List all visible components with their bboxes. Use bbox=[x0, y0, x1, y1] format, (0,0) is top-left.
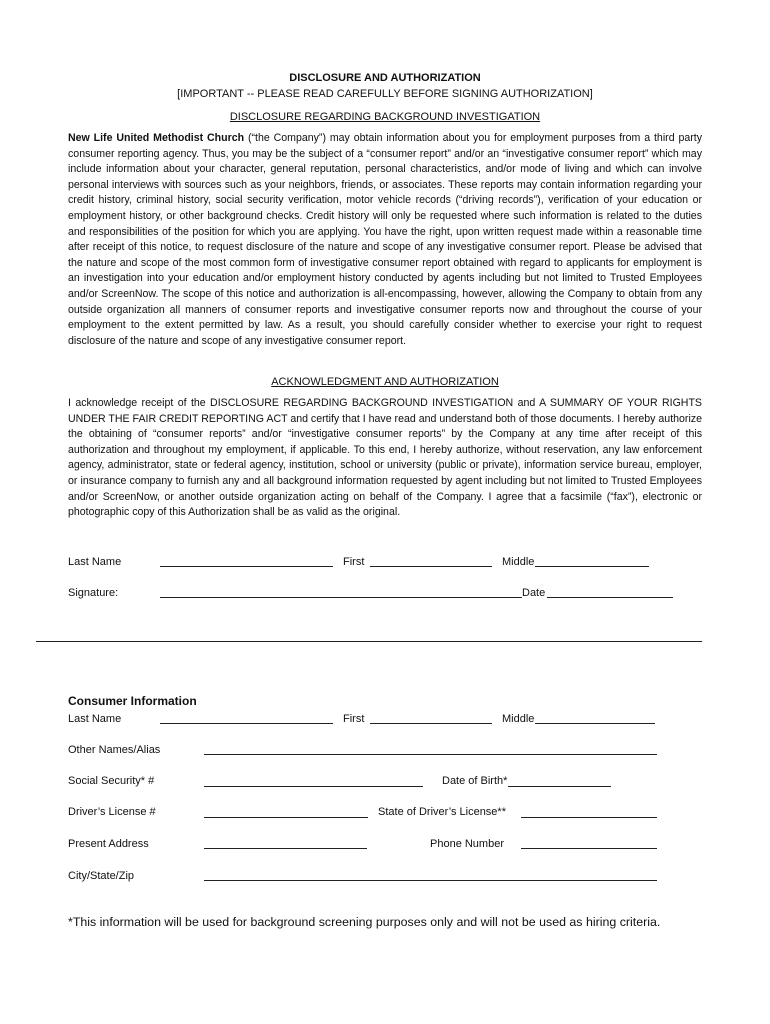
ci-last-name-field[interactable] bbox=[160, 723, 333, 724]
first-name-field[interactable] bbox=[370, 566, 492, 567]
signature-field[interactable] bbox=[160, 597, 522, 598]
ci-first-name-label: First bbox=[343, 713, 365, 725]
acknowledgment-heading: ACKNOWLEDGMENT AND AUTHORIZATION bbox=[271, 376, 499, 388]
middle-name-label: Middle bbox=[502, 556, 535, 568]
middle-name-field[interactable] bbox=[535, 566, 649, 567]
section-divider bbox=[36, 641, 702, 642]
date-label: Date bbox=[522, 587, 546, 599]
ci-middle-name-label: Middle bbox=[502, 713, 535, 725]
dob-label: Date of Birth* bbox=[442, 775, 508, 787]
present-address-label: Present Address bbox=[68, 838, 149, 850]
drivers-license-field[interactable] bbox=[204, 817, 368, 818]
acknowledgment-paragraph: I acknowledge receipt of the DISCLOSURE REGARDING BACKGROUND INVESTIGATION and A SUMMARY OF YOUR RIGHTS UNDER THE FAIR CREDIT REPORTING ACT and certify that I have read and understand both of those documents. I hereby authorize the obtaining of “consumer reports” and/or “investigative consumer reports” by the Company at any time after receipt of this authorization and throughout my employment, if applicable. To this end, I hereby authorize, without reservation, any law enforcement agency, administrator, state or federal agency, institution, school or university (public or private), information service bureau, employer, or insurance company to furnish any and all background information requested by agent including but not limited to Trusted Employees and/or ScreenNow, or another outside organization acting on behalf of the Company. I agree that a facsimile (“fax”), electronic or photographic copy of this Authorization shall be as valid as the original. bbox=[68, 397, 702, 519]
phone-number-label: Phone Number bbox=[430, 838, 504, 850]
consumer-info-title: Consumer Information bbox=[68, 694, 197, 708]
city-state-zip-field[interactable] bbox=[204, 880, 657, 881]
document-subtitle: [IMPORTANT -- PLEASE READ CAREFULLY BEFORE SIGNING AUTHORIZATION] bbox=[177, 88, 593, 100]
disclosure-paragraph bbox=[68, 131, 702, 349]
ci-last-name-label: Last Name bbox=[68, 713, 122, 725]
dob-field[interactable] bbox=[508, 786, 611, 787]
disclosure-heading: DISCLOSURE REGARDING BACKGROUND INVESTIGATION bbox=[229, 111, 541, 123]
date-field[interactable] bbox=[547, 597, 673, 598]
phone-number-field[interactable] bbox=[521, 848, 657, 849]
footnote: *This information will be used for background screening purposes only and will not be used as hiring criteria. bbox=[68, 915, 661, 929]
last-name-field[interactable] bbox=[160, 566, 333, 567]
signature-label: Signature: bbox=[68, 587, 119, 599]
license-state-field[interactable] bbox=[521, 817, 657, 818]
company-name: New Life United Methodist Church bbox=[68, 132, 245, 144]
other-names-label: Other Names/Alias bbox=[68, 744, 161, 756]
ssn-field[interactable] bbox=[204, 786, 423, 787]
ci-middle-name-field[interactable] bbox=[535, 723, 655, 724]
other-names-field[interactable] bbox=[204, 754, 657, 755]
ssn-label: Social Security* # bbox=[68, 775, 155, 787]
document-title: DISCLOSURE AND AUTHORIZATION bbox=[289, 72, 481, 84]
disclosure-text: (“the Company”) may obtain information about you for employment purposes from a third party consumer reporting agency. Thus, you may be the subject of a “consumer report” and/or an “investigative consumer report” which may include information about your character, general reputation, personal characteristics, and/or mode of living and which can involve personal interviews with sources such as your neighbors, friends, or associates. These reports may contain information regarding your credit history, criminal history, social security verification, motor vehicle records (“driving records”), verification of your education or employment history, or other background checks. Credit history will only be requested where such information is related to the duties and responsibilities of the position for which you are applying. You have the right, upon written request made within a reasonable time after receipt of this notice, to request disclosure of the nature and scope of any investigative consumer report. Please be advised that the nature and scope of the most common form of investigative consumer report obtained with regard to applicants for employment is an investigation into your education and/or employment history conducted by agents including but not limited to Trusted Employees and/or ScreenNow. The scope of this notice and authorization is all-encompassing, however, allowing the Company to obtain from any outside organization all manners of consumer reports and investigative consumer reports now and throughout the course of your employment to the extent permitted by law. As a result, you should carefully consider whether to exercise your right to request disclosure of the nature and scope of any investigative consumer report. bbox=[68, 132, 702, 347]
first-name-label: First bbox=[343, 556, 365, 568]
license-state-label: State of Driver’s License** bbox=[378, 806, 506, 818]
last-name-label: Last Name bbox=[68, 556, 122, 568]
city-state-zip-label: City/State/Zip bbox=[68, 870, 135, 882]
present-address-field[interactable] bbox=[204, 848, 367, 849]
drivers-license-label: Driver’s License # bbox=[68, 806, 156, 818]
ci-first-name-field[interactable] bbox=[370, 723, 492, 724]
